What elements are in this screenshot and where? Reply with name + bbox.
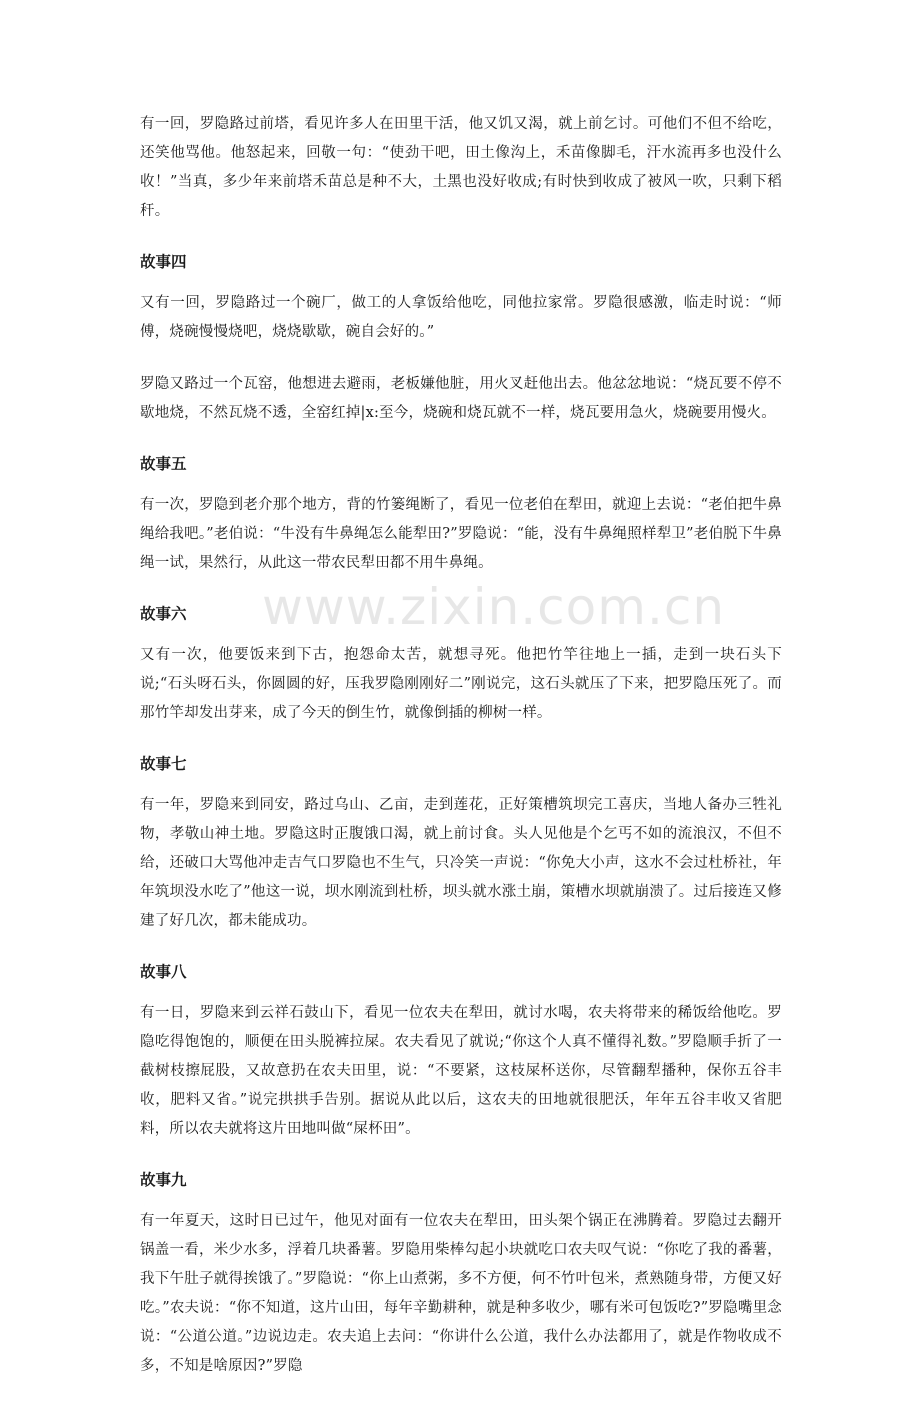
story-section-7 [140,751,782,936]
story-heading: 故事四 [140,253,187,271]
story-paragraph: 罗隐又路过一个瓦窑，他想进去避雨，老板嫌他脏，用火叉赶他出去。他忿忿地说：“烧瓦要不停不歇地烧，不然瓦烧不透，全窑红掉|x:至今，烧碗和烧瓦就不一样，烧瓦要用急火，烧碗要用慢火。 [140,376,782,421]
story-paragraph: 又有一次，他要饭来到下古，抱怨命太苦，就想寻死。他把竹竿往地上一插，走到一块石头下说;“石头呀石头，你圆圆的好，压我罗隐刚刚好二”刚说完，这石头就压了下来，把罗隐压死了。而那竹竿却发出芽来，成了今天的倒生竹，就像倒插的柳树一样。 [140,647,782,721]
intro-paragraph: 有一回，罗隐路过前塔，看见许多人在田里干活，他又饥又渴，就上前乞讨。可他们不但不给吃，还笑他骂他。他怒起来，回敬一句：“使劲干吧，田土像沟上，禾苗像脚毛，汗水流再多也没什么收！”当真，多少年来前塔禾苗总是种不大，土黑也没好收成;有时快到收成了被风一吹，只剩下稻秆。 [140,116,782,219]
story-section-5 [140,451,782,578]
story-section-6 [140,601,782,728]
story-paragraph: 有一日，罗隐来到云祥石鼓山下，看见一位农夫在犁田，就讨水喝，农夫将带来的稀饭给他吃。罗隐吃得饱饱的，顺便在田头脱裤拉屎。农夫看见了就说;“你这个人真不懂得礼数。”罗隐顺手折了一截树枝擦屁股，又故意扔在农夫田里，说：“不要紧，这枝屎杯送你，尽管翻犁播种，保你五谷丰收，肥料又省。”说完拱拱手告别。据说从此以后，这农夫的田地就很肥沃，年年五谷丰收又省肥料，所以农夫就将这片田地叫做“屎杯田”。 [140,1005,782,1137]
story-section-8 [140,959,782,1144]
watermark-text: www.zixin.com.cn [262,578,726,636]
story-heading: 故事五 [140,455,187,473]
story-heading: 故事七 [140,755,187,773]
story-paragraph: 有一年，罗隐来到同安，路过乌山、乙亩，走到莲花，正好策槽筑坝完工喜庆，当地人备办三牲礼物，孝敬山神土地。罗隐这时正腹饿口渴，就上前讨食。头人见他是个乞丐不如的流浪汉，不但不给，还破口大骂他冲走吉气口罗隐也不生气，只冷笑一声说：“你免大小声，这水不会过杜桥社，年年筑坝没水吃了”他这一说，坝水刚流到杜桥，坝头就水涨土崩，策槽水坝就崩溃了。过后接连又修建了好几次，都未能成功。 [140,797,782,929]
story-paragraph: 有一次，罗隐到老介那个地方，背的竹篓绳断了，看见一位老伯在犁田，就迎上去说：“老伯把牛鼻绳给我吧。”老伯说：“牛没有牛鼻绳怎么能犁田?”罗隐说：“能，没有牛鼻绳照样犁卫”老伯脱下牛鼻绳一试，果然行，从此这一带农民犁田都不用牛鼻绳。 [140,497,782,571]
story-section-9 [140,1167,782,1381]
story-heading: 故事九 [140,1171,187,1189]
story-paragraph: 又有一回，罗隐路过一个碗厂，做工的人拿饭给他吃，同他拉家常。罗隐很感激，临走时说：“师傅，烧碗慢慢烧吧，烧烧歇歇，碗自会好的。” [140,295,782,340]
document-body [140,110,782,1404]
story-heading: 故事六 [140,605,187,623]
story-paragraph: 有一年夏天，这时日已过午，他见对面有一位农夫在犁田，田头架个锅正在沸腾着。罗隐过去翻开锅盖一看，米少水多，浮着几块番薯。罗隐用柴棒勾起小块就吃口农夫叹气说：“你吃了我的番薯，我下午肚子就得挨饿了。”罗隐说：“你上山煮粥，多不方便，何不竹叶包米，煮熟随身带，方便又好吃。”农夫说：“你不知道，这片山田，每年辛勤耕种，就是种多收少，哪有米可包饭吃?”罗隐嘴里念说：“公道公道。”边说边走。农夫追上去问：“你讲什么公道，我什么办法都用了，就是作物收成不多，不知是啥原因?”罗隐 [140,1213,782,1374]
story-heading: 故事八 [140,963,187,981]
story-section-4 [140,249,782,428]
